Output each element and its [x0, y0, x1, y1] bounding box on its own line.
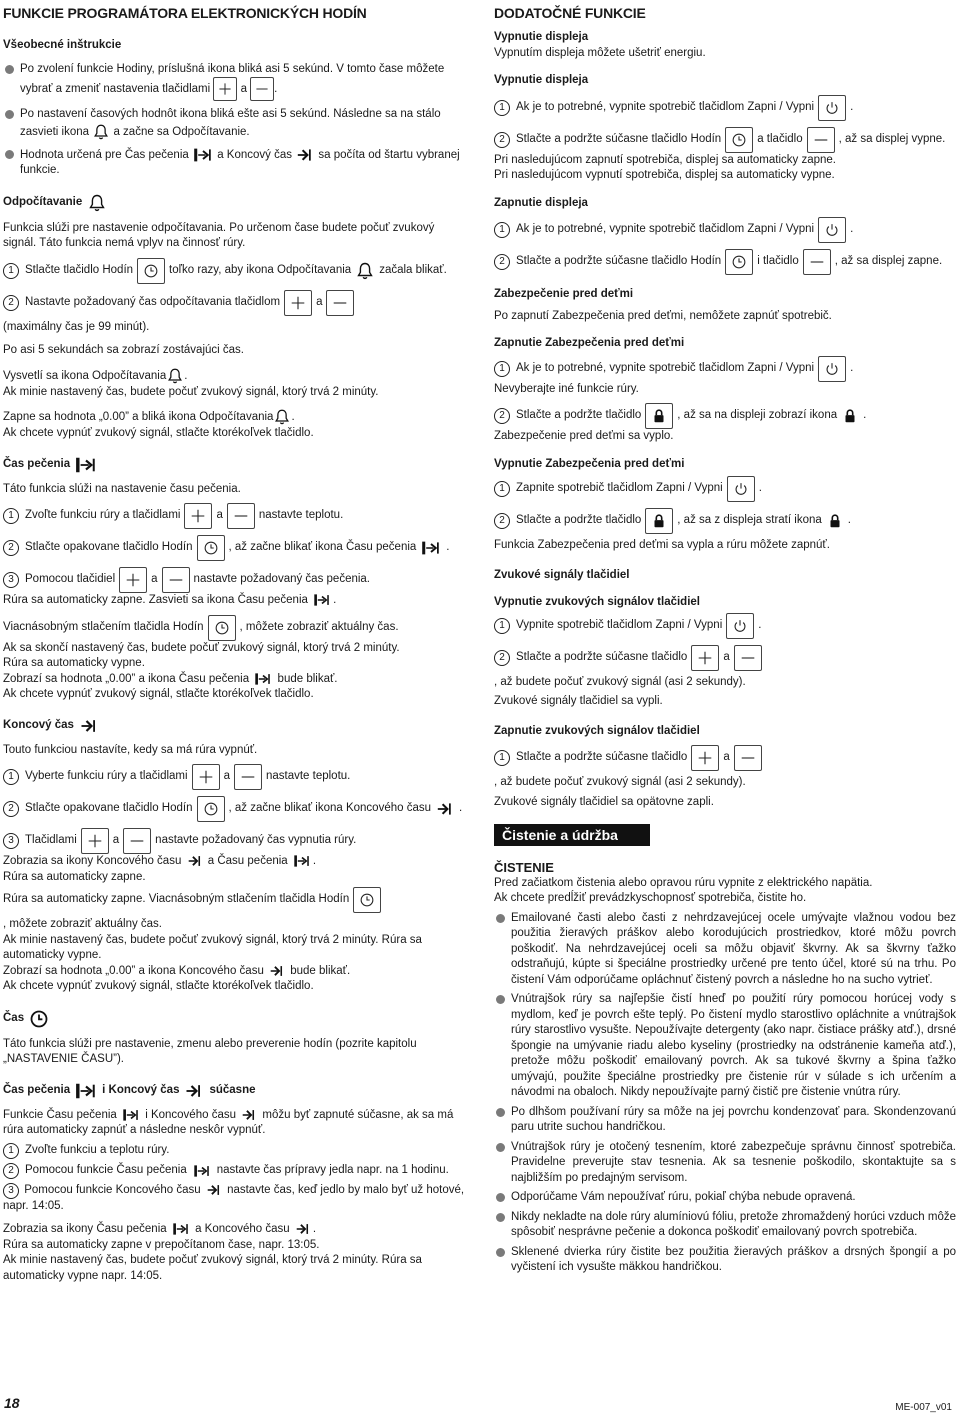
countdown-intro: Funkcia slúži pre nastavenie odpočítavania. Po určenom čase budete počuť zvukový signál. Táto funkcia nemá vplyv na činnosť rúry. [3, 221, 435, 250]
display-on-step-1: 1 Ak je to potrebné, vypnite spotrebič tlačidlom Zapni / Vypni . [494, 217, 956, 243]
display-off-step-2: 2 Stlačte a podržte súčasne tlačidlo Hodín a tlačidlo , až sa displej vypne. [494, 127, 956, 153]
page-title: FUNKCIE PROGRAMÁTORA ELEKTRONICKÝCH HODÍN [3, 5, 367, 21]
display-on-step-2: 2 Stlačte a podržte súčasne tlačidlo Hodín i tlačidlo , až sa displej zapne. [494, 249, 956, 275]
left-column [3, 4, 466, 1284]
general-bullet-3: Hodnota určená pre Čas pečenia a Koncový čas sa počíta od štartu vybranej funkcie. [3, 147, 466, 179]
end-text-5: Zobrazí sa hodnota „0.00” a ikona Koncového času bude blikať. [3, 964, 351, 977]
combo-text-1: Zobrazia sa ikony Času pečenia a Koncového času . [3, 1223, 317, 1236]
end-time-icon [184, 1082, 204, 1100]
end-step-3: 3 Tlačidlami a nastavte požadovaný čas vypnutia rúry. [3, 828, 466, 854]
bell-icon [87, 193, 107, 213]
cleaning-bullet: Sklenené dvierka rúry čistite bez použitia žieravých práškov a drsných špongií a po vyčistení ich vysušte mäkkou handričkou. [494, 1245, 956, 1276]
power-button[interactable] [818, 95, 846, 121]
combo-text-3: Ak minie nastavený čas, budete počuť zvukový signál, ktorý trvá 2 minúty. Rúra sa automaticky vypne napr. 14:05. [3, 1254, 422, 1282]
countdown-text-5: Ak chcete vypnúť zvukový signál, stlačte ktorékoľvek tlačidlo. [3, 427, 314, 440]
combo-heading: Čas pečenia i Koncový čas súčasne [3, 1082, 466, 1100]
cook-intro: Táto funkcia slúži na nastavenie času pečenia. [3, 482, 241, 495]
key-sound-off-step-1: 1 Vypnite spotrebič tlačidlom Zapni / Vypni . [494, 613, 956, 639]
cleaning-intro-2: Ak chcete predĺžiť prevádzkyschopnosť spotrebiča, čistite ho. [494, 892, 807, 904]
cook-text-1: Rúra sa automaticky zapne. Zasvieti sa ikona Času pečenia . [3, 594, 337, 607]
plus-button[interactable] [119, 567, 147, 593]
bell-icon [273, 408, 291, 426]
cook-time-icon [311, 593, 333, 607]
page-number: 18 [4, 1395, 20, 1411]
cleaning-bullet: Nikdy nekladte na dole rúry alumíniovú fóliu, pretože zhromaždený horúci vzduch môže spôsobiť nesprávne pečenie a dokonca poškodiť emailovaný povrch spotrebiča. [494, 1210, 956, 1241]
cook-time-icon [252, 672, 274, 686]
end-intro: Touto funkciou nastavíte, kedy sa má rúra vypnúť. [3, 743, 258, 756]
countdown-text-2: Vysvetlí sa ikona Odpočítavania . [3, 367, 466, 385]
display-off-text-1: Pri nasledujúcom zapnutí spotrebiča, displej sa automaticky zapne. [494, 153, 836, 166]
countdown-step-2: 2 Nastavte požadovaný čas odpočítavania tlačidlom a (maximálny čas je 99 minút). [3, 290, 466, 336]
power-button[interactable] [818, 217, 846, 243]
cook-heading: Čas pečenia [3, 456, 466, 474]
child-lock-off-heading: Vypnutie Zabezpečenia pred deťmi [494, 457, 685, 470]
minus-button[interactable] [162, 567, 190, 593]
cook-text-5: Zobrazí sa hodnota „0.00” a ikona Času pečenia bude blikať. [3, 672, 338, 685]
cook-time-icon [192, 147, 214, 163]
clock-heading: Čas [3, 1009, 466, 1029]
clock-icon [29, 1009, 49, 1029]
countdown-text-1: Po asi 5 sekundách sa zobrazí zostávajúci čas. [3, 344, 244, 357]
end-text-2: Rúra sa automaticky zapne. [3, 870, 146, 883]
bell-icon [92, 123, 110, 141]
bell-icon [355, 261, 375, 281]
general-bullet-2: Po nastavení časových hodnôt ikona bliká ešte asi 5 sekúnd. Následne sa na stálo zasvieti ikona a začne sa Odpočítavanie. [3, 107, 466, 141]
power-button[interactable] [727, 476, 755, 502]
countdown-heading: Odpočítavanie [3, 193, 466, 213]
clock-button[interactable] [725, 127, 753, 153]
clock-button[interactable] [197, 535, 225, 561]
general-bullet-1: Po zvolení funkcie Hodiny, príslušná ikona bliká asi 5 sekúnd. V tomto čase môžete vybrať a zmeniť nastavenia tlačidlami a . [3, 62, 466, 102]
minus-button[interactable] [250, 77, 274, 101]
clock-button[interactable] [197, 796, 225, 822]
end-step-1: 1 Vyberte funkciu rúry a tlačidlami a nastavte teplotu. [3, 764, 466, 790]
child-lock-on-step-2: 2 Stlačte a podržte tlačidlo , až sa na displeji zobrazí ikona . [494, 403, 956, 429]
countdown-step-1: 1 Stlačte tlačidlo Hodín toľko razy, aby ikona Odpočítavania začala blikať. [3, 258, 466, 284]
display-off-heading: Vypnutie displeja [494, 31, 589, 43]
key-sound-heading: Zvukové signály tlačidiel [494, 568, 630, 581]
cook-text-2: Viacnásobným stlačením tlačidla Hodín , môžete zobraziť aktuálny čas. [3, 615, 466, 641]
combo-step-1: 1 Zvoľte funkciu a teplotu rúry. [3, 1143, 466, 1159]
cook-time-icon [75, 456, 97, 474]
key-sound-on-step-1: 1 Stlačte a podržte súčasne tlačidlo a , až budete počuť zvukový signál (asi 2 sekundy). [494, 745, 956, 791]
child-lock-on-heading: Zapnutie Zabezpečenia pred deťmi [494, 337, 685, 349]
key-sound-on-heading: Zapnutie zvukových signálov tlačidiel [494, 724, 700, 737]
minus-button[interactable] [734, 745, 762, 771]
countdown-text-3: Ak minie nastavený čas, budete počuť zvukový signál, ktorý trvá 2 minúty. [3, 385, 379, 398]
display-on-heading: Zapnutie displeja [494, 196, 588, 209]
end-time-icon [435, 801, 455, 817]
child-lock-on-text-1: Nevyberajte iné funkcie rúry. [494, 382, 639, 395]
cook-time-icon [291, 854, 313, 868]
cook-time-icon [120, 1108, 142, 1122]
plus-button[interactable] [691, 645, 719, 671]
combo-step-3: 3 Pomocou funkcie Koncového času nastavte čas, keď jedlo by malo byť už hotové, napr. 14:05. [3, 1183, 465, 1212]
cook-time-icon [75, 1082, 97, 1100]
key-sound-off-heading: Vypnutie zvukových signálov tlačidiel [494, 596, 700, 608]
plus-button[interactable] [691, 745, 719, 771]
minus-button[interactable] [227, 503, 255, 529]
child-lock-intro: Po zapnutí Zabezpečenia pred deťmi, nemôžete zapnúť spotrebič. [494, 309, 832, 322]
cleaning-intro-1: Pred začiatkom čistenia alebo opravou rúru vypnite z elektrického napätia. [494, 876, 873, 889]
key-sound-off-text: Zvukové signály tlačidiel sa vypli. [494, 695, 663, 707]
clock-button[interactable] [137, 258, 165, 284]
cleaning-title: ČISTENIE [494, 860, 554, 875]
cleaning-bullet: Odporúčame Vám nepoužívať rúru, pokiaľ chýba nebude opravená. [494, 1190, 956, 1206]
end-time-icon [293, 1222, 313, 1236]
cleaning-bullet: Emailované časti alebo časti z nehrdzavejúcej ocele umývajte vlažnou vodou bez použitia žieravých práškov alebo korodujúcich prostriedkov, ktoré môžu povrch poškodiť. Na nehrdzavejúcej oceli sa môžu objaviť škvrny. Ak sa škvrny ťažko odstraňujú, kúpte si špeciálne prostriedky určené pre tento účel, ktoré sú na trhu. Po čistení Vám odporúčame opláchnuť čistený povrch a následne ho na sucho vytrieť. [494, 911, 956, 989]
lock-button[interactable] [645, 508, 673, 534]
end-text-3: Rúra sa automaticky zapne. Viacnásobným stlačením tlačidla Hodín , môžete zobraziť aktuálny čas. [3, 887, 466, 933]
power-button[interactable] [726, 613, 754, 639]
end-time-icon [79, 717, 99, 735]
display-off-heading-2: Vypnutie displeja [494, 74, 589, 86]
display-off-intro: Vypnutím displeja môžete ušetriť energiu. [494, 46, 706, 59]
cleaning-bullet: Po dlhšom používaní rúry sa môže na jej povrchu kondenzovať para. Skondenzovanú paru utrite suchou handričkou. [494, 1105, 956, 1136]
cook-time-icon [420, 540, 442, 556]
display-off-step-1: 1 Ak je to potrebné, vypnite spotrebič tlačidlom Zapni / Vypni . [494, 95, 956, 121]
end-heading: Koncový čas [3, 717, 466, 735]
combo-text-2: Rúra sa automaticky zapne v prepočítanom čase, napr. 13:05. [3, 1238, 320, 1251]
end-time-icon [185, 854, 205, 868]
plus-button[interactable] [81, 828, 109, 854]
lock-icon [826, 512, 844, 530]
document-code: ME-007_v01 [895, 1402, 952, 1413]
cleaning-bullet: Vnútrajšok rúry je otočený tesnením, ktoré zabezpečuje správnu činnosť spotrebiča. Pravidelne preverujte stav tesnenia. Ak sa tesnenie poškodilo, skontaktujte sa s najbližším po predajným servisom. [494, 1140, 956, 1187]
lock-button[interactable] [645, 403, 673, 429]
plus-button[interactable] [192, 764, 220, 790]
cook-step-3: 3 Pomocou tlačidiel a nastavte požadovaný čas pečenia. [3, 567, 466, 593]
minus-button[interactable] [734, 645, 762, 671]
cook-time-icon [191, 1164, 213, 1178]
child-lock-off-text: Funkcia Zabezpečenia pred deťmi sa vypla a rúru môžete zapnúť. [494, 539, 830, 551]
bell-icon [166, 367, 184, 385]
lock-icon [841, 407, 859, 425]
clock-button[interactable] [353, 887, 381, 913]
key-sound-off-step-2: 2 Stlačte a podržte súčasne tlačidlo a , až budete počuť zvukový signál (asi 2 sekundy). [494, 645, 956, 691]
child-lock-on-step-1: 1 Ak je to potrebné, vypnite spotrebič tlačidlom Zapni / Vypni . [494, 356, 956, 382]
cook-text-6: Ak chcete vypnúť zvukový signál, stlačte ktorékoľvek tlačidlo. [3, 688, 314, 701]
end-time-icon [267, 964, 287, 978]
countdown-text-4: Zapne sa hodnota „0.00” a bliká ikona Odpočítavania . [3, 408, 466, 426]
clock-button[interactable] [208, 615, 236, 641]
cook-time-icon [170, 1222, 192, 1236]
power-button[interactable] [818, 356, 846, 382]
child-lock-heading: Zabezpečenie pred deťmi [494, 288, 634, 300]
minus-button[interactable] [807, 127, 835, 153]
combo-step-2: 2 Pomocou funkcie Času pečenia nastavte čas prípravy jedla napr. na 1 hodinu. [3, 1163, 466, 1179]
cleaning-section-bar: Čistenie a údržba [494, 824, 650, 846]
cook-text-3: Ak sa skončí nastavený čas, budete počuť zvukový signál, ktorý trvá 2 minúty. [3, 641, 400, 654]
end-text-4: Ak minie nastavený čas, budete počuť zvukový signál, ktorý trvá 2 minúty. Rúra sa automaticky vypne. [3, 933, 422, 962]
key-sound-on-text: Zvukové signály tlačidiel sa opätovne zapli. [494, 795, 714, 808]
cook-step-1: 1 Zvoľte funkciu rúry a tlačidlami a nastavte teplotu. [3, 503, 466, 529]
end-time-icon [239, 1108, 259, 1122]
cook-text-4: Rúra sa automaticky vypne. [3, 657, 145, 670]
clock-intro: Táto funkcia slúži pre nastavenie, zmenu alebo preverenie hodín (pozrite kapitolu „NASTAVENIE ČASU”). [3, 1037, 417, 1066]
cleaning-bullet: Vnútrajšok rúry sa najľepšie čistí hneď po použití rúry pomocou horúcej vody s mydlom, keď je povrch ešte teplý. Po čistení mydlo starostlivo opláchnite a vnútrajšok rúry starostlivo vysušte. Nepoužívajte detergenty (ako napr. čistiace prášky atď.), drsné špongie na umývanie riadu alebo kyseliny (prostriedky na odstránenie kameňa atď.), pretože môžu poškodiť emailovaný povrch. Ak sa tukové škvrny a špina ťažko umývajú, použite špeciálne prostriedky pre čistenie rúr v súlade s ich určením a návodmi na obaloch. Nikdy nepoužívajte parný čistič pre čistenie vnútra rúry. [494, 992, 956, 1101]
end-text-1: Zobrazia sa ikony Koncového času a Času pečenia . [3, 855, 317, 868]
cook-step-2: 2 Stlačte opakovane tlačidlo Hodín , až začne blikať ikona Času pečenia . [3, 535, 466, 561]
minus-button[interactable] [803, 249, 831, 275]
end-step-2: 2 Stlačte opakovane tlačidlo Hodín , až začne blikať ikona Koncového času . [3, 796, 466, 822]
end-time-icon [204, 1183, 224, 1197]
general-heading: Všeobecné inštrukcie [3, 39, 122, 51]
child-lock-on-text-2: Zabezpečenie pred deťmi sa vyplo. [494, 430, 674, 442]
clock-button[interactable] [725, 249, 753, 275]
plus-button[interactable] [284, 290, 312, 316]
minus-button[interactable] [326, 290, 354, 316]
combo-intro: Funkcie Času pečenia i Koncového času môžu byť zapnuté súčasne, ak sa má rúra automaticky zapnúť a následne neskôr vypnúť. [3, 1108, 454, 1137]
child-lock-off-step-2: 2 Stlačte a podržte tlačidlo , až sa z displeja stratí ikona . [494, 508, 956, 534]
display-off-text-2: Pri nasledujúcom vypnutí spotrebiča, displej sa automaticky vypne. [494, 169, 835, 181]
end-text-6: Ak chcete vypnúť zvukový signál, stlačte ktorékoľvek tlačidlo. [3, 980, 314, 993]
plus-button[interactable] [213, 77, 237, 101]
minus-button[interactable] [234, 764, 262, 790]
plus-button[interactable] [184, 503, 212, 529]
end-time-icon [295, 147, 315, 163]
right-column [494, 4, 956, 1276]
additional-title: DODATOČNÉ FUNKCIE [494, 5, 646, 21]
child-lock-off-step-1: 1 Zapnite spotrebič tlačidlom Zapni / Vypni . [494, 476, 956, 502]
minus-button[interactable] [123, 828, 151, 854]
